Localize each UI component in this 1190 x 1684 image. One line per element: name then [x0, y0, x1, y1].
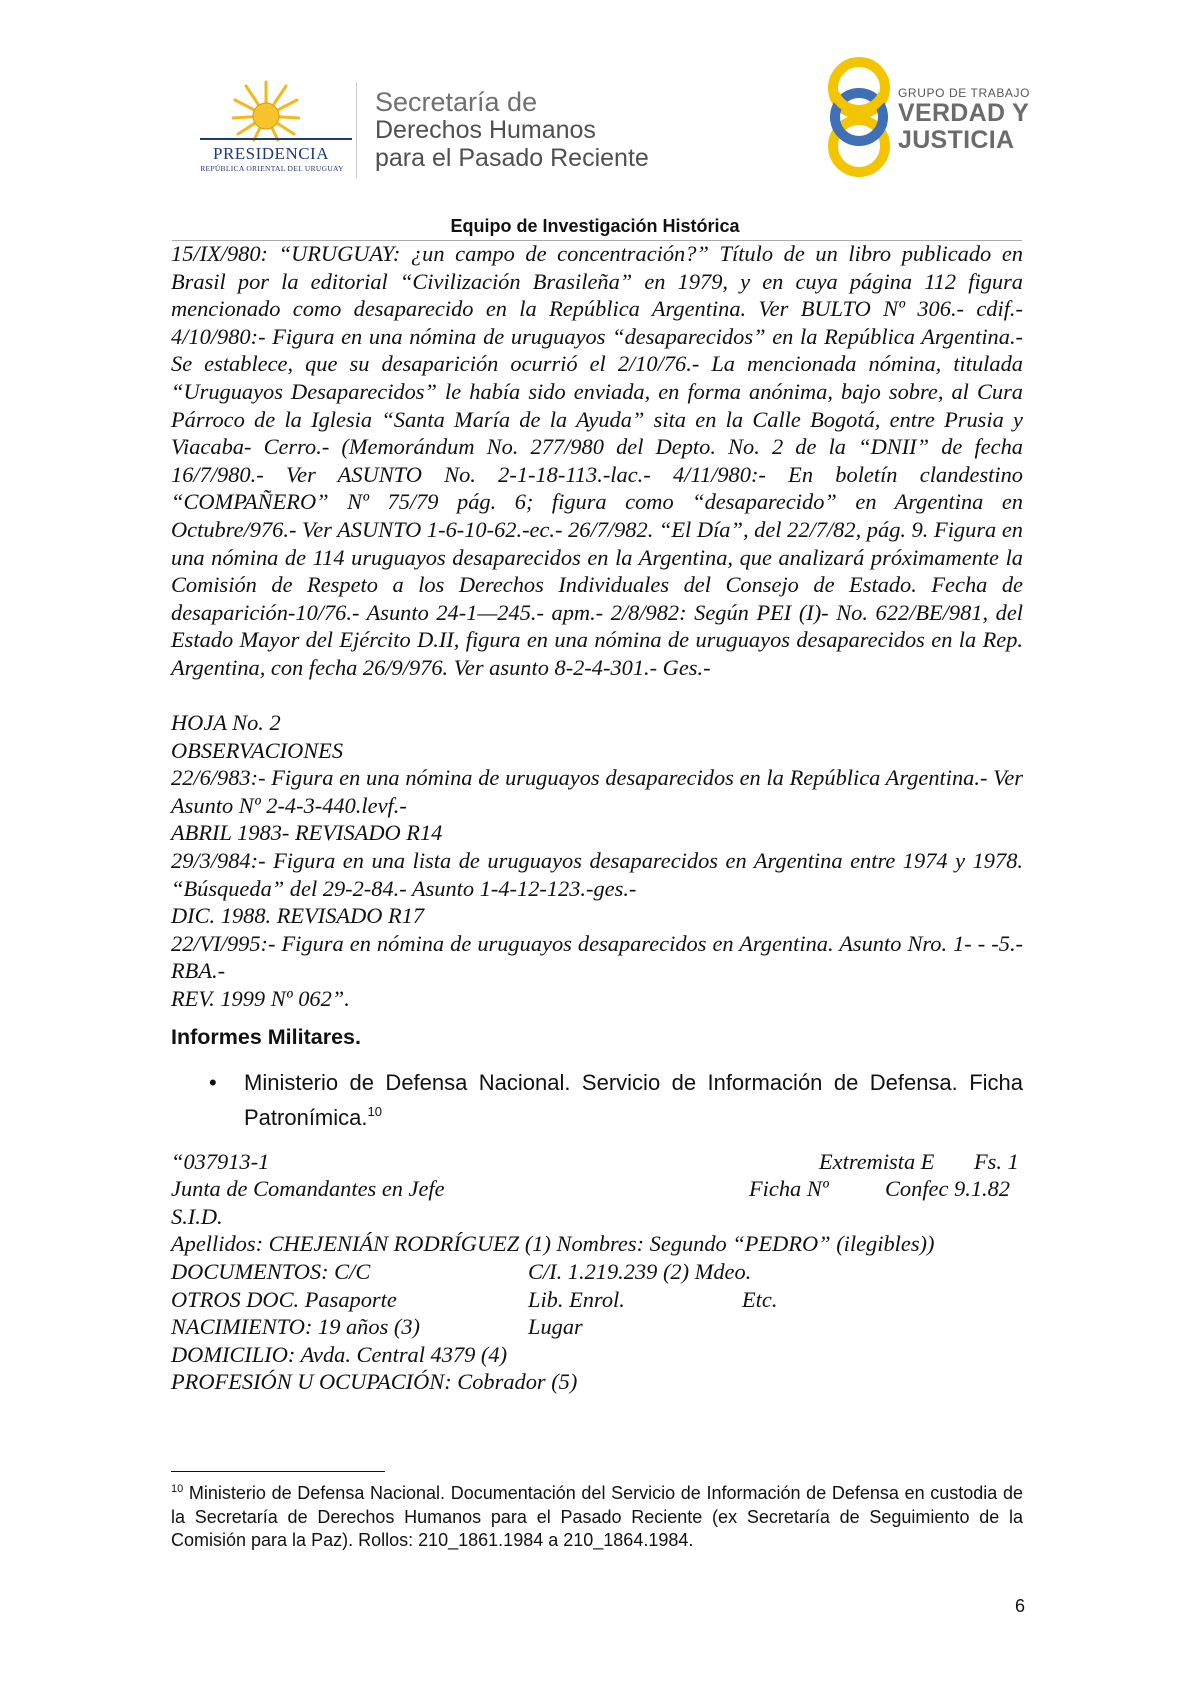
observation-3: 29/3/984:- Figura en una lista de uruguayos desaparecidos en Argentina entre 1974 y 1978. “Búsqueda” del 29-2-84.- Asunto 1-4-12-123.-ges.-	[171, 848, 1023, 901]
grupo-label: GRUPO DE TRABAJO	[898, 86, 1031, 100]
secretaria-line-2: Derechos Humanos	[375, 116, 596, 144]
verdad-label: VERDAD Y	[898, 99, 1030, 127]
ficha-otros-doc: OTROS DOC. Pasaporte	[171, 1286, 397, 1312]
team-title: Equipo de Investigación Histórica	[450, 216, 740, 236]
spacer	[171, 682, 1023, 710]
ficha-domicilio: DOMICILIO: Avda. Central 4379 (4)	[171, 1341, 508, 1367]
bullet-icon: •	[209, 1069, 217, 1095]
observation-4: DIC. 1988. REVISADO R17	[171, 903, 425, 929]
header-divider	[356, 82, 357, 178]
ficha-profesion: PROFESIÓN U OCUPACIÓN: Cobrador (5)	[171, 1369, 578, 1395]
ficha-folio: Fs. 1	[974, 1148, 1019, 1174]
observation-2: ABRIL 1983- REVISADO R14	[171, 820, 443, 846]
footnote-text: Ministerio de Defensa Nacional. Documentación del Servicio de Información de Defensa en custodia de la Secretaría de Derechos Humanos para el Pasado Reciente (ex Secretaría de Seguimiento de la Comisión para la Paz). Rollos: 210_1861.1984 a 210_1864.1984.	[171, 1483, 1023, 1550]
hoja-label: HOJA No. 2	[171, 710, 281, 736]
observation-1: 22/6/983:- Figura en una nómina de uruguayos desaparecidos en la República Argentina.- Ver Asunto Nº 2-4-3-440.levf.-	[171, 765, 1023, 818]
ficha-row-5	[171, 1258, 1023, 1286]
presidencia-subtitle: REPÚBLICA ORIENTAL DEL URUGUAY	[200, 164, 344, 173]
ficha-nacimiento: NACIMIENTO: 19 años (3)	[171, 1314, 420, 1340]
ficha-lugar: Lugar	[528, 1314, 583, 1340]
ficha-row-3	[171, 1203, 1023, 1231]
record-paragraph: 15/IX/980: “URUGUAY: ¿un campo de concentración?” Título de un libro publicado en Brasil por la editorial “Civilización Brasileña” en 1979, y en cuya página 112 figura mencionado como desaparecido en la República Argentina. Ver BULTO Nº 306.- cdif.- 4/10/980:- Figura en una nómina de uruguayos “desaparecidos” en la República Argentina.- Se establece, que su desaparición ocurrió el 2/10/76.- La mencionada nómina, titulada “Uruguayos Desaparecidos” le había sido enviada, en forma anónima, bajo sobre, al Cura Párroco de la Iglesia “Santa María de la Ayuda” sita en la Calle Bogotá, entre Prusia y Viacaba- Cerro.- (Memorándum No. 277/980 del Depto. No. 2 de la “DNII” de fecha 16/7/980.- Ver ASUNTO No. 2-1-18-113.-lac.- 4/11/980:- En boletín clandestino “COMPAÑERO” Nº 75/79 pág. 6; figura como “desaparecido” en Argentina en Octubre/976.- Ver ASUNTO 1-6-10-62.-ec.- 26/7/982. “El Día”, del 22/7/82, pág. 9. Figura en una nómina de 114 uruguayos desaparecidos en la Argentina, que analizará próximamente la Comisión de Respeto a los Derechos Individuales del Consejo de Estado. Fecha de desaparición-10/76.- Asunto 24-1—245.- apm.- 2/8/982: Según PEI (I)- No. 622/BE/981, del Estado Mayor del Ejército D.II, figura en una nómina de uruguayos desaparecidos en la Rep. Argentina, con fecha 26/9/976. Ver asunto 8-2-4-301.- Ges.-	[171, 241, 1023, 680]
verdad-justicia-rings-icon	[817, 54, 897, 180]
observation-6: REV. 1999 Nº 062”.	[171, 986, 350, 1012]
observation-5: 22/VI/995:- Figura en nómina de uruguayos desaparecidos en Argentina. Asunto Nro. 1- - -5.- RBA.-	[171, 930, 1023, 984]
ficha-row-9	[171, 1368, 1023, 1396]
ficha-ci: C/I. 1.219.239 (2) Mdeo.	[528, 1259, 752, 1284]
page-header	[0, 0, 1190, 260]
presidencia-rule	[200, 138, 352, 140]
ficha-lib-enrol: Lib. Enrol.	[528, 1286, 625, 1312]
presidencia-label: PRESIDENCIA	[212, 144, 329, 163]
footnote-number: 10	[171, 1483, 184, 1495]
ficha-etc: Etc.	[742, 1286, 778, 1312]
secretaria-line-1: Secretaría de	[375, 87, 538, 117]
ficha-row-7	[171, 1313, 1023, 1341]
ficha-row-1	[171, 1148, 1023, 1176]
footnote-rule	[171, 1471, 385, 1472]
ficha-row-6	[171, 1286, 1023, 1314]
ficha-number: “037913-1	[171, 1148, 270, 1174]
section-heading: Informes Militares.	[171, 1024, 361, 1049]
justicia-label: JUSTICIA	[898, 126, 1015, 154]
ficha-ficha-no: Ficha Nº	[749, 1176, 829, 1202]
ficha-row-4	[171, 1230, 1023, 1258]
footnote-ref[interactable]: 10	[367, 1103, 382, 1119]
ficha-classification: Extremista E	[819, 1148, 935, 1174]
verdad-justicia-text	[898, 86, 1030, 154]
ficha-junta: Junta de Comandantes en Jefe	[171, 1176, 445, 1202]
spacer	[171, 1132, 1023, 1148]
ficha-documentos: DOCUMENTOS: C/C	[171, 1259, 371, 1284]
document-body	[171, 240, 1023, 1396]
footnote	[171, 1478, 1023, 1553]
page-number: 6	[1014, 1596, 1025, 1616]
bullet-item	[171, 1068, 1023, 1132]
ficha-row-2	[171, 1175, 1023, 1203]
ficha-row-8	[171, 1341, 1023, 1369]
bullet-text: Ministerio de Defensa Nacional. Servicio de Información de Defensa. Ficha Patronímica.	[244, 1069, 1023, 1130]
sun-logo-icon	[232, 80, 300, 142]
secretaria-logo-text	[375, 88, 649, 172]
ficha-names: Apellidos: CHEJENIÁN RODRÍGUEZ (1) Nombres: Segundo “PEDRO” (ilegibles))	[171, 1231, 935, 1257]
secretaria-line-3: para el Pasado Reciente	[375, 144, 649, 172]
ficha-confec: Confec 9.1.82	[885, 1176, 1010, 1202]
observaciones-heading: OBSERVACIONES	[171, 737, 344, 763]
ficha-sid: S.I.D.	[171, 1203, 223, 1229]
